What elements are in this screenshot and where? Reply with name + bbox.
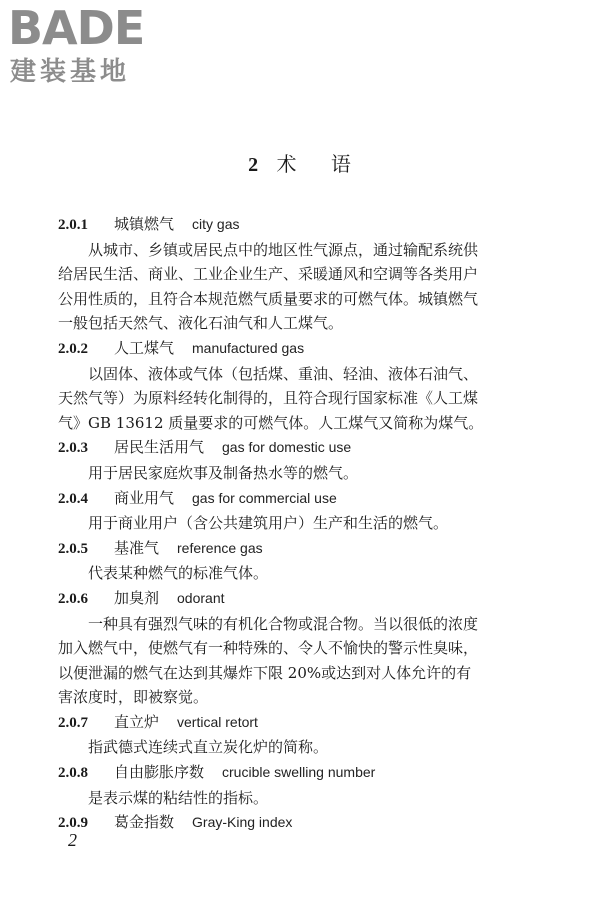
definition-line: 一种具有强烈气味的有机化合物或混合物。当以很低的浓度 xyxy=(88,614,479,633)
chapter-number: 2 xyxy=(248,154,260,176)
chapter-title-part-2: 语 xyxy=(330,152,352,176)
definition-continuation: 害浓度时，即被察觉。 xyxy=(58,688,209,707)
term-chinese: 居民生活用气 xyxy=(114,438,205,457)
term-chinese: 直立炉 xyxy=(114,712,160,731)
definition-line: 从城市、乡镇或居民点中的地区性气源点，通过输配系统供 xyxy=(88,240,479,259)
term-heading xyxy=(58,536,558,562)
term-chinese: 基准气 xyxy=(114,538,160,557)
definition-continuation: 加入燃气中，使燃气有一种特殊的、令人不愉快的警示性臭味， xyxy=(58,639,479,658)
term-english: crucible swelling number xyxy=(222,764,376,781)
term-english: gas for domestic use xyxy=(222,439,352,456)
logo-subtitle: 建装基地 xyxy=(10,57,131,87)
page-number: 2 xyxy=(68,830,77,850)
term-heading xyxy=(58,760,558,786)
definition-line: 指武德式连续式直立炭化炉的简称。 xyxy=(88,738,329,757)
term-chinese: 人工煤气 xyxy=(114,338,175,357)
term-heading xyxy=(58,710,558,736)
definition-line: 用于商业用户（含公共建筑用户）生产和生活的燃气。 xyxy=(88,514,449,533)
term-english: vertical retort xyxy=(177,713,258,730)
definition-continuation: 以便泄漏的燃气在达到其爆炸下限 20%或达到对人体允许的有 xyxy=(58,663,472,682)
term-number: 2.0.9 xyxy=(58,815,88,832)
term-english: Gray-King index xyxy=(192,814,293,831)
chapter-title-part-1: 术 xyxy=(276,152,298,176)
term-heading xyxy=(58,435,558,461)
term-number: 2.0.1 xyxy=(58,217,88,233)
definition-continuation: 气》GB 13612 质量要求的可燃气体。人工煤气又简称为煤气。 xyxy=(58,413,484,432)
definition-continuation: 公用性质的，且符合本规范燃气质量要求的可燃气体。城镇燃气 xyxy=(58,289,479,308)
term-number: 2.0.7 xyxy=(58,714,88,731)
term-english: gas for commercial use xyxy=(192,489,337,506)
term-number: 2.0.2 xyxy=(58,340,88,357)
term-english: city gas xyxy=(192,216,240,232)
definition-line: 代表某种燃气的标准气体。 xyxy=(88,564,269,583)
term-english: odorant xyxy=(177,589,225,606)
term-chinese: 城镇燃气 xyxy=(114,215,175,233)
term-number: 2.0.6 xyxy=(58,590,88,607)
definition-line: 是表示煤的粘结性的指标。 xyxy=(88,788,269,807)
term-english: reference gas xyxy=(177,539,263,556)
term-heading xyxy=(58,586,558,612)
logo xyxy=(8,1,180,92)
term-chinese: 葛金指数 xyxy=(114,813,175,832)
logo-wordmark: BADE xyxy=(8,1,145,55)
term-number: 2.0.3 xyxy=(58,440,88,457)
definition-line: 用于居民家庭炊事及制备热水等的燃气。 xyxy=(88,463,359,482)
term-number: 2.0.5 xyxy=(58,540,88,557)
term-heading xyxy=(58,212,558,238)
chapter-heading xyxy=(0,150,600,179)
term-number: 2.0.8 xyxy=(58,765,88,782)
definition-line: 以固体、液体或气体（包括煤、重油、轻油、液体石油气、 xyxy=(88,364,479,383)
definition-continuation: 天然气等）为原料经转化制得的，且符合现行国家标准《人工煤 xyxy=(58,389,479,408)
definition-continuation: 给居民生活、商业、工业企业生产、采暖通风和空调等各类用户 xyxy=(58,265,479,284)
term-heading xyxy=(58,336,558,362)
term-chinese: 自由膨胀序数 xyxy=(114,763,205,782)
term-chinese: 商业用气 xyxy=(114,488,175,507)
terms-list xyxy=(58,212,558,836)
term-number: 2.0.4 xyxy=(58,490,88,507)
term-heading xyxy=(58,810,558,836)
term-chinese: 加臭剂 xyxy=(114,588,160,607)
term-heading xyxy=(58,486,558,512)
term-english: manufactured gas xyxy=(192,339,305,356)
definition-continuation: 一般包括天然气、液化石油气和人工煤气。 xyxy=(58,314,344,333)
